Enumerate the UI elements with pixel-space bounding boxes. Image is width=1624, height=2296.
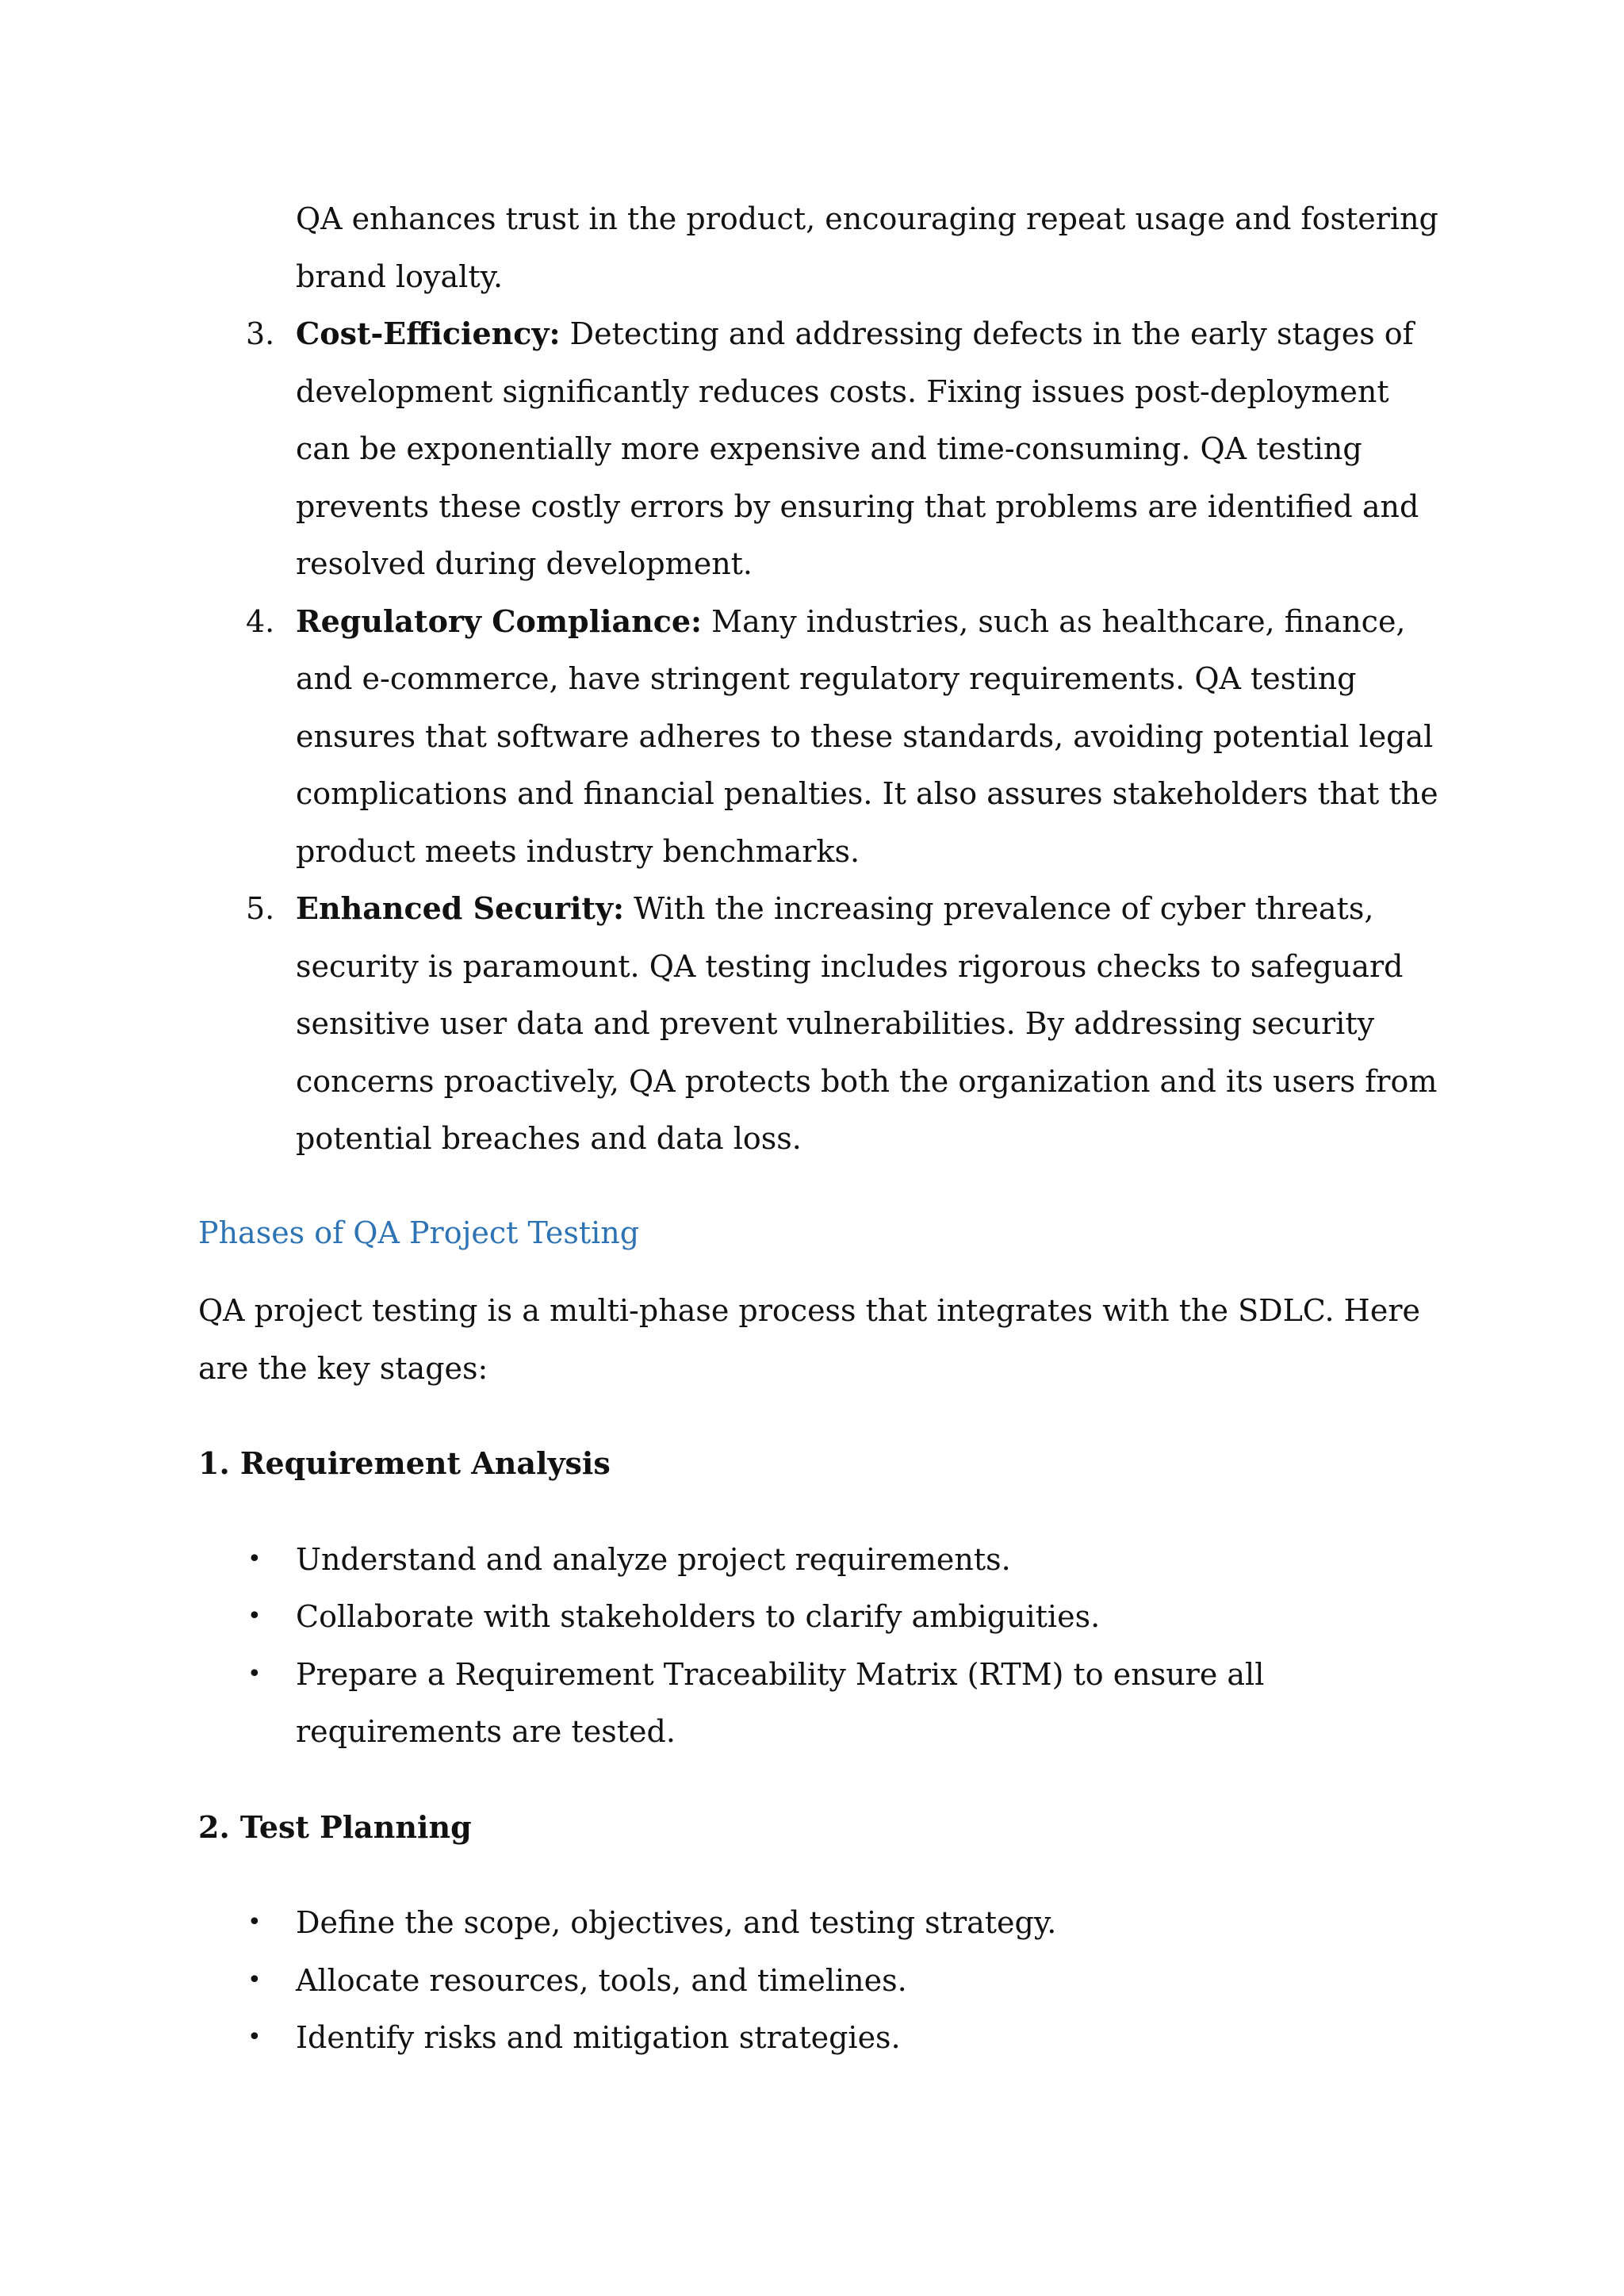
list-item-title: Enhanced Security:	[296, 890, 625, 926]
subsection-heading: 2. Test Planning	[198, 1808, 472, 1845]
bullet-text: Allocate resources, tools, and timelines.	[296, 1962, 907, 1998]
list-item-title: Regulatory Compliance:	[296, 603, 703, 639]
bullet-icon: •	[247, 1965, 262, 1994]
list-number: 3.	[246, 316, 275, 351]
bullet-list	[198, 1531, 1451, 1761]
bullet-item	[198, 2009, 1451, 2067]
list-item-text: With the increasing prevalence of cyber threats, security is paramount. QA testing includes rigorous checks to safeguard sensitive user data and prevent vulnerabilities. By addressing security concerns proactively, QA protects both the organization and its users from potential breaches and data loss.	[296, 891, 1438, 1156]
bullet-list	[198, 1894, 1451, 2067]
bullet-text: Prepare a Requirement Traceability Matrix (RTM) to ensure all requirements are tested.	[296, 1656, 1265, 1749]
list-number: 5.	[246, 891, 275, 926]
bullet-text: Understand and analyze project requirements.	[296, 1541, 1011, 1577]
list-item-text: Detecting and addressing defects in the early stages of development significantly reduces costs. Fixing issues post-deployment can be exponentially more expensive and time-consuming. QA testing prevents these costly errors by ensuring that problems are identified and resolved during development.	[296, 316, 1419, 581]
list-item-text: Many industries, such as healthcare, finance, and e-commerce, have stringent regulatory requirements. QA testing ensures that software adheres to these standards, avoiding potential legal complications and financial penalties. It also assures stakeholders that the product meets industry benchmarks.	[296, 603, 1438, 869]
bullet-item	[198, 1646, 1451, 1761]
bullet-icon: •	[247, 1908, 262, 1936]
list-item	[198, 305, 1451, 593]
bullet-text: Define the scope, objectives, and testing strategy.	[296, 1905, 1057, 1940]
section-heading: Phases of QA Project Testing	[198, 1215, 640, 1250]
bullet-item	[198, 1952, 1451, 2010]
bullet-icon: •	[247, 1544, 262, 1573]
bullet-icon: •	[247, 1602, 262, 1630]
list-item	[198, 593, 1451, 881]
bullet-icon: •	[247, 1659, 262, 1688]
list-item-title: Cost-Efficiency:	[296, 316, 561, 351]
bullet-icon: •	[247, 2023, 262, 2051]
bullet-item	[198, 1531, 1451, 1589]
subsection-heading: 1. Requirement Analysis	[198, 1445, 611, 1481]
intro-paragraph: QA project testing is a multi-phase process that integrates with the SDLC. Here are the key stages:	[198, 1293, 1420, 1386]
benefits-list	[198, 305, 1451, 1168]
bullet-text: Identify risks and mitigation strategies.	[296, 2020, 901, 2055]
continued-paragraph: QA enhances trust in the product, encouraging repeat usage and fostering brand loyalty.	[296, 201, 1438, 294]
bullet-text: Collaborate with stakeholders to clarify ambiguities.	[296, 1599, 1101, 1634]
bullet-item	[198, 1894, 1451, 1952]
bullet-item	[198, 1588, 1451, 1646]
list-number: 4.	[246, 603, 275, 639]
page-content	[198, 190, 1451, 2067]
list-item	[198, 880, 1451, 1168]
